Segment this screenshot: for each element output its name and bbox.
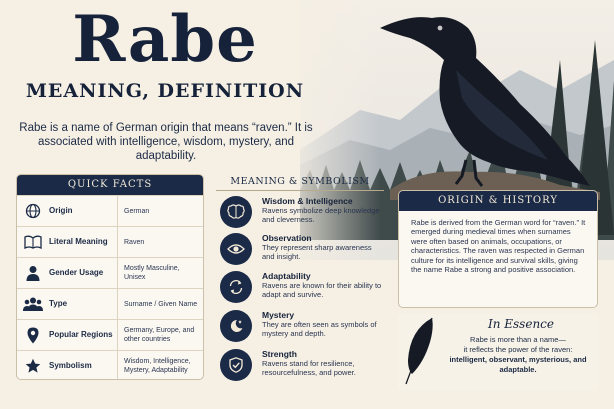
quick-facts-heading: QUICK FACTS [17, 175, 203, 195]
quick-fact-value: Wisdom, Intelligence, Mystery, Adaptability [117, 351, 203, 380]
meaning-item-desc: Ravens are known for their ability to adapt and survive. [262, 281, 382, 299]
meaning-item-title: Observation [262, 233, 312, 243]
origin-history-panel [398, 190, 598, 308]
quick-fact-label: Gender Usage [49, 268, 104, 277]
in-essence-line-2: it reflects the power of the raven: [463, 345, 573, 354]
in-essence-panel [398, 314, 598, 390]
meaning-item-title: Mystery [262, 310, 295, 320]
meaning-item-desc: They represent sharp awareness and insight. [262, 243, 372, 261]
quick-fact-row [17, 319, 203, 350]
quick-fact-label: Type [49, 299, 68, 308]
meaning-heading-divider [216, 190, 384, 191]
meaning-item-adaptability [220, 271, 380, 311]
intro-text: Rabe is a name of German origin that means “raven.” It is associated with intelligence, wisdom, mystery, and adaptability. [19, 122, 313, 162]
person-icon [17, 265, 49, 281]
moon-stars-icon [220, 310, 252, 342]
quick-fact-value: Mostly Masculine, Unisex [117, 258, 203, 288]
page-subtitle: MEANING, DEFINITION [25, 80, 305, 102]
quick-fact-label: Origin [49, 206, 73, 215]
in-essence-text [434, 335, 602, 375]
quick-fact-row [17, 195, 203, 226]
meaning-heading: MEANING & SYMBOLISM [230, 176, 370, 187]
page-title: Rabe [72, 2, 258, 77]
meaning-item-mystery [220, 310, 380, 350]
shield-check-icon [220, 349, 252, 381]
meaning-item-strength [220, 349, 380, 389]
meaning-item-desc: Ravens symbolize deep knowledge and cleverness. [262, 206, 380, 224]
quick-fact-label: Literal Meaning [49, 237, 108, 246]
meaning-item-title: Wisdom & Intelligence [262, 196, 353, 206]
quick-fact-row [17, 288, 203, 319]
quick-fact-label: Popular Regions [49, 330, 113, 339]
quick-fact-value: Surname / Given Name [117, 289, 203, 319]
location-pin-icon [17, 327, 49, 344]
quick-fact-label: Symbolism [49, 361, 92, 370]
in-essence-title: In Essence [487, 317, 554, 331]
meaning-item-title: Strength [262, 349, 297, 359]
quick-fact-row [17, 226, 203, 257]
quick-fact-value: Germany, Europe, and other countries [117, 320, 203, 350]
globe-icon [17, 203, 49, 219]
in-essence-bold-line: intelligent, observant, mysterious, and adaptable. [449, 355, 587, 374]
meaning-item-desc: Ravens stand for resilience, resourcefulness, and power. [262, 359, 356, 377]
eye-icon [220, 233, 252, 265]
cycle-arrows-icon [220, 271, 252, 303]
meaning-item-desc: They are often seen as symbols of mystery and depth. [262, 320, 377, 338]
star-icon [17, 358, 49, 374]
quick-facts-panel [16, 174, 204, 380]
book-icon [17, 235, 49, 249]
in-essence-line-1: Rabe is more than a name— [470, 335, 566, 344]
origin-history-heading: ORIGIN & HISTORY [399, 191, 597, 211]
brain-icon [220, 196, 252, 228]
origin-history-text: Rabe is derived from the German word for “raven.” It emerged during medieval times when surnames were often based on animals, occupations, or characteristics. The raven was respected in German culture for its intelligence and survival skills, giving the name Rabe a strong and positive association. [411, 218, 586, 275]
meaning-item-title: Adaptability [262, 271, 311, 281]
quick-fact-row [17, 350, 203, 380]
meaning-item-observation [220, 233, 380, 273]
feather-icon [402, 316, 436, 386]
meaning-item-wisdom [220, 196, 380, 236]
people-icon [17, 297, 49, 311]
quick-fact-value: Raven [117, 227, 203, 257]
quick-fact-value: German [117, 196, 203, 226]
quick-fact-row [17, 257, 203, 288]
